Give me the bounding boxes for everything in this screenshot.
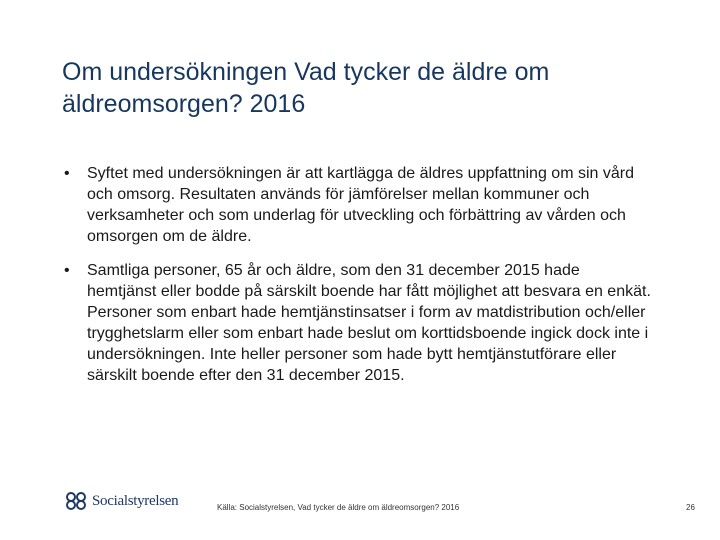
logo-text: Socialstyrelsen bbox=[92, 492, 179, 509]
slide-title: Om undersökningen Vad tycker de äldre om äldreomsorgen? 2016 bbox=[62, 58, 550, 118]
bullet-text: Samtliga personer, 65 år och äldre, som den 31 december 2015 hade hemtjänst eller bodde på särskilt boende har fått möjlighet att besvara en enkät. Personer som enbart hade hemtjänstinsatser i form av matdistribution och/eller trygghetslarm eller som enbart hade beslut om korttidsboende ingick dock inte i undersökningen. Inte heller personer som hade bytt hemtjänstutförare eller särskilt boende efter den 31 december 2015. bbox=[87, 262, 651, 384]
socialstyrelsen-logo bbox=[64, 490, 178, 512]
logo-mark-icon bbox=[64, 491, 88, 511]
bullet-dot: • bbox=[64, 165, 70, 182]
bullet-list bbox=[62, 163, 652, 399]
bullet-text: Syftet med undersökningen är att kartlägga de äldres uppfattning om sin vård och omsorg. Resultaten används för jämförelser mellan kommuner och verksamheter och som underlag för utveckling och förbättring av vården och omsorgen om de äldre. bbox=[87, 165, 634, 245]
source-note: Källa: Socialstyrelsen, Vad tycker de äldre om äldreomsorgen? 2016 bbox=[217, 503, 460, 512]
bullet-dot: • bbox=[64, 262, 70, 279]
bullet-item bbox=[62, 260, 652, 386]
page-number: 26 bbox=[686, 503, 695, 512]
bullet-item bbox=[62, 163, 652, 247]
